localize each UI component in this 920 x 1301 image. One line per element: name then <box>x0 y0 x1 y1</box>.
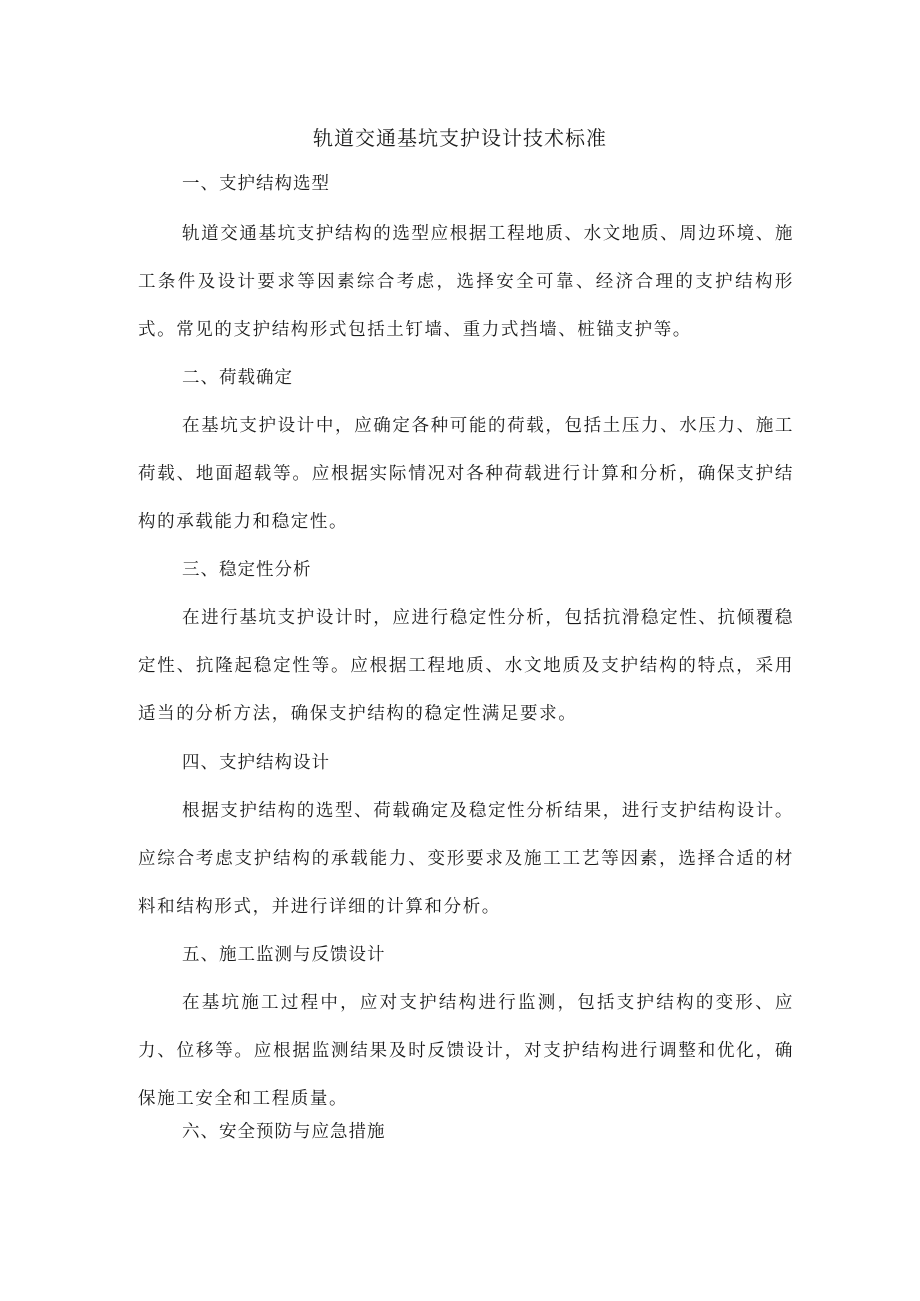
document-title: 轨道交通基坑支护设计技术标准 <box>313 126 607 150</box>
section-body-3: 在进行基坑支护设计时，应进行稳定性分析，包括抗滑稳定性、抗倾覆稳定性、抗隆起稳定性等。应根据工程地质、水文地质及支护结构的特点，采用适当的分析方法，确保支护结构的稳定性满足要求。 <box>138 608 794 724</box>
section-body-4: 根据支护结构的选型、荷载确定及稳定性分析结果，进行支护结构设计。应综合考虑支护结构的承载能力、变形要求及施工工艺等因素，选择合适的材料和结构形式，并进行详细的计算和分析。 <box>138 801 794 917</box>
section-heading-2: 二、荷载确定 <box>182 368 293 388</box>
section-heading-1: 一、支护结构选型 <box>182 174 330 194</box>
section-body-2: 在基坑支护设计中，应确定各种可能的荷载，包括土压力、水压力、施工荷载、地面超载等。应根据实际情况对各种荷载进行计算和分析，确保支护结构的承载能力和稳定性。 <box>138 416 794 532</box>
section-heading-5: 五、施工监测与反馈设计 <box>182 945 386 965</box>
section-body-5: 在基坑施工过程中，应对支护结构进行监测，包括支护结构的变形、应力、位移等。应根据监测结果及时反馈设计，对支护结构进行调整和优化，确保施工安全和工程质量。 <box>138 993 794 1109</box>
section-heading-6: 六、安全预防与应急措施 <box>182 1122 386 1142</box>
section-heading-4: 四、支护结构设计 <box>182 753 330 773</box>
section-body-1: 轨道交通基坑支护结构的选型应根据工程地质、水文地质、周边环境、施工条件及设计要求等因素综合考虑，选择安全可靠、经济合理的支护结构形式。常见的支护结构形式包括土钉墙、重力式挡墙、桩锚支护等。 <box>138 224 794 340</box>
section-heading-3: 三、稳定性分析 <box>182 560 312 580</box>
